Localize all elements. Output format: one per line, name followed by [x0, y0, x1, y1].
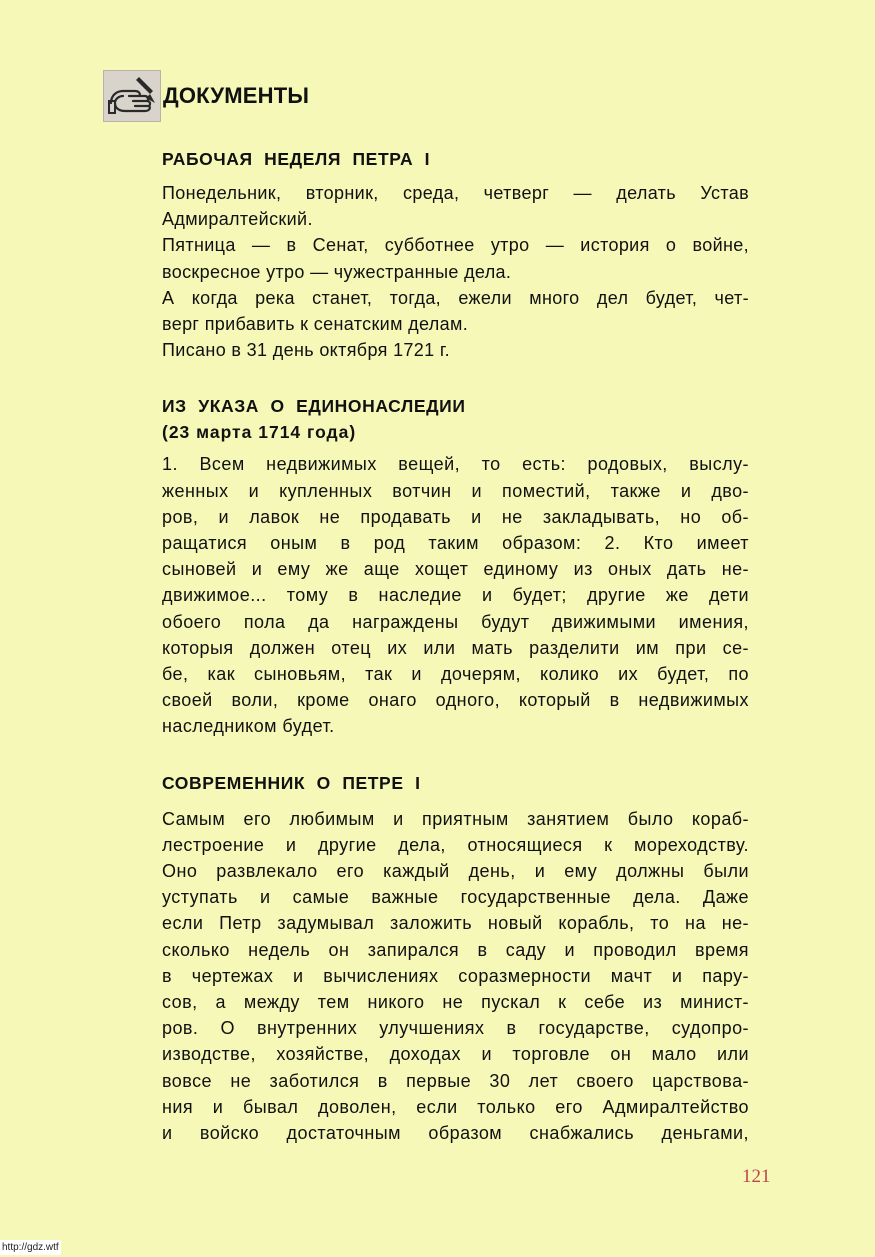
text-line: ращатися оным в род таким образом: 2. Кто имеет [162, 533, 749, 554]
text-line: обоего пола да награждены будут движимыми имения, [162, 611, 749, 632]
text-line: если Петр задумывал заложить новый корабль, то на не- [162, 913, 749, 934]
page-number: 121 [742, 1166, 771, 1187]
text-line: и войско достаточным образом снабжались деньгами, [162, 1123, 749, 1144]
text-line: 1. Всем недвижимых вещей, то есть: родовых, выслу- [162, 454, 749, 475]
section-decree [162, 393, 749, 739]
text-line: сыновей и ему же аще хощет единому из оных дать не- [162, 559, 749, 580]
page-title: ДОКУМЕНТЫ [163, 83, 310, 108]
section-title: ИЗ УКАЗА О ЕДИНОНАСЛЕДИИ [162, 396, 466, 417]
text-line: вовсе не заботился в первые 30 лет своего царствова- [162, 1070, 749, 1091]
section-body [162, 806, 749, 1147]
text-line: бе, как сыновьям, так и дочерям, колико их будет, по [162, 664, 749, 685]
section-work-week [162, 146, 749, 363]
section-header [103, 70, 309, 122]
text-line: ров, и лавок не продавать и не закладывать, но об- [162, 506, 749, 527]
section-title: РАБОЧАЯ НЕДЕЛЯ ПЕТРА I [162, 149, 431, 169]
text-line: ров. О внутренних улучшениях в государстве, судопро- [162, 1018, 749, 1039]
section-contemporary [162, 770, 749, 1147]
text-line: Понедельник, вторник, среда, четверг — делать Устав [162, 183, 749, 203]
text-line: ния и бывал доволен, если только его Адмиралтейство [162, 1096, 749, 1117]
text-line: уступать и самые важные государственные дела. Даже [162, 887, 749, 908]
text-line: Самым его любимым и приятным занятием было кораб- [162, 808, 749, 829]
text-line: движимое... тому в наследие и будет; другие же дети [162, 585, 749, 606]
writing-hand-icon [103, 70, 161, 122]
text-line: Оно развлекало его каждый день, и ему должны были [162, 861, 749, 882]
text-line: Писано в 31 день октября 1721 г. [162, 340, 450, 361]
text-line: которыя должен отец их или мать разделити им при се- [162, 637, 749, 658]
text-line: своей воли, кроме онаго одного, который в недвижимых [162, 690, 749, 711]
document-content [162, 146, 749, 1146]
text-line: Пятница — в Сенат, субботнее утро — история о войне, [162, 235, 749, 256]
text-line: сколько недель он запирался в саду и проводил время [162, 939, 749, 960]
watermark-link[interactable]: http://gdz.wtf [2, 1242, 59, 1253]
section-title: СОВРЕМЕННИК О ПЕТРЕ I [162, 772, 421, 793]
text-line: изводстве, хозяйстве, доходах и торговле он мало или [162, 1044, 749, 1065]
text-line: в чертежах и вычислениях соразмерности мачт и пару- [162, 965, 749, 986]
text-line: верг прибавить к сенатским делам. [162, 314, 469, 335]
text-line: А когда река станет, тогда, ежели много дел будет, чет- [162, 287, 749, 308]
text-line: наследником будет. [162, 716, 335, 737]
text-line: воскресное утро — чужестранные дела. [162, 261, 512, 282]
text-line: лестроение и другие дела, относящиеся к мореходству. [162, 834, 749, 855]
text-line: женных и купленных вотчин и поместий, также и дво- [162, 480, 749, 501]
text-line: сов, а между тем никого не пускал к себе из минист- [162, 992, 749, 1013]
section-body [162, 180, 749, 363]
section-subtitle: (23 марта 1714 года) [162, 422, 357, 443]
section-body [162, 451, 749, 739]
text-line: Адмиралтейский. [162, 209, 313, 230]
